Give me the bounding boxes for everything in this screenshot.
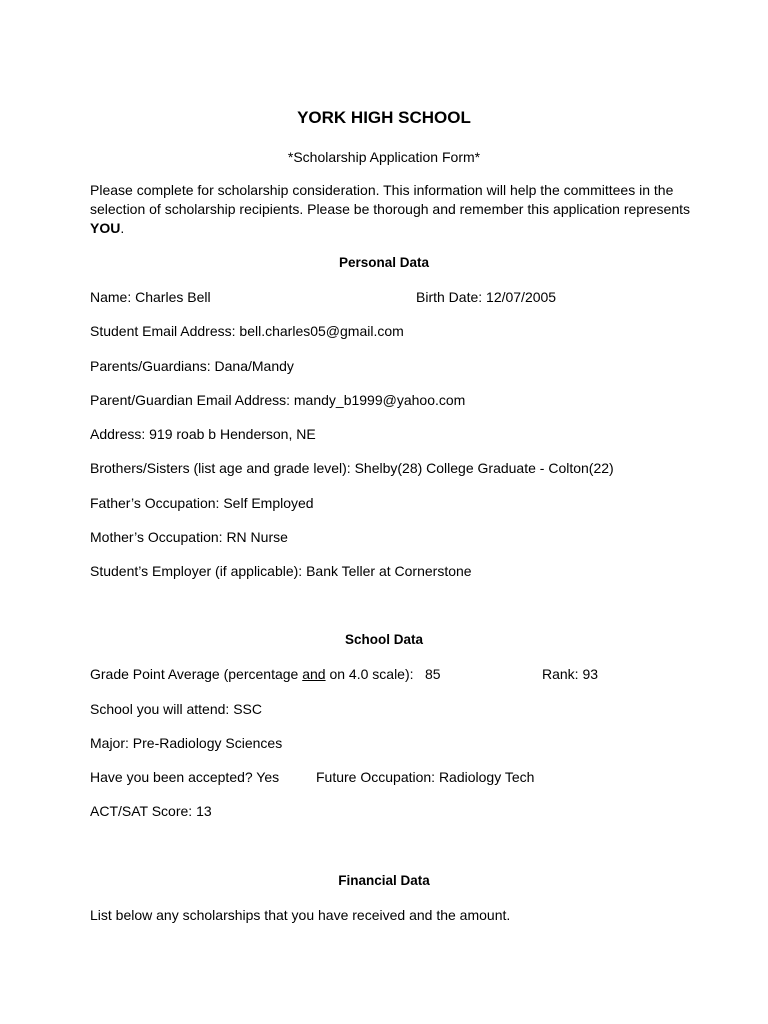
school-name-title: YORK HIGH SCHOOL [297,108,471,127]
gpa-label-end: on 4.0 scale): [325,666,414,682]
financial-instruction: List below any scholarships that you have received and the amount. [90,907,511,923]
intro-period: . [120,220,125,236]
intro-text: Please complete for scholarship consideration. This information will help the committees in the selection of scholarship recipients. Please be thorough and remember this application represents [90,182,691,217]
parents-field: Parents/Guardians: Dana/Mandy [90,358,294,374]
gpa-label-underlined: and [302,666,326,682]
gpa-label [90,665,414,683]
student-email-field: Student Email Address: bell.charles05@gmail.com [90,323,404,339]
future-occupation-field: Future Occupation: Radiology Tech [316,769,535,785]
rank-field: Rank: 93 [542,666,599,682]
address-field: Address: 919 roab b Henderson, NE [90,426,316,442]
form-title: *Scholarship Application Form* [287,149,481,165]
gpa-value: 85 [425,666,441,682]
siblings-field: Brothers/Sisters (list age and grade level): Shelby(28) College Graduate - Colton(22) [90,460,614,476]
major-field: Major: Pre-Radiology Sciences [90,735,283,751]
student-employer-field: Student’s Employer (if applicable): Bank Teller at Cornerstone [90,563,472,579]
mother-occupation-field: Mother’s Occupation: RN Nurse [90,529,288,545]
accepted-field: Have you been accepted? Yes [90,769,280,785]
intro-bold-word: YOU [90,220,121,236]
school-attend-field: School you will attend: SSC [90,701,262,717]
personal-data-heading: Personal Data [338,255,430,270]
father-occupation-field: Father’s Occupation: Self Employed [90,495,314,511]
gpa-label-start: Grade Point Average (percentage [90,666,303,682]
intro-paragraph [90,181,690,238]
parent-email-field: Parent/Guardian Email Address: mandy_b1999@yahoo.com [90,392,466,408]
financial-data-heading: Financial Data [338,873,430,888]
school-data-heading: School Data [344,632,423,647]
act-sat-field: ACT/SAT Score: 13 [90,803,212,819]
name-field: Name: Charles Bell [90,289,211,305]
birth-date-field: Birth Date: 12/07/2005 [416,289,557,305]
